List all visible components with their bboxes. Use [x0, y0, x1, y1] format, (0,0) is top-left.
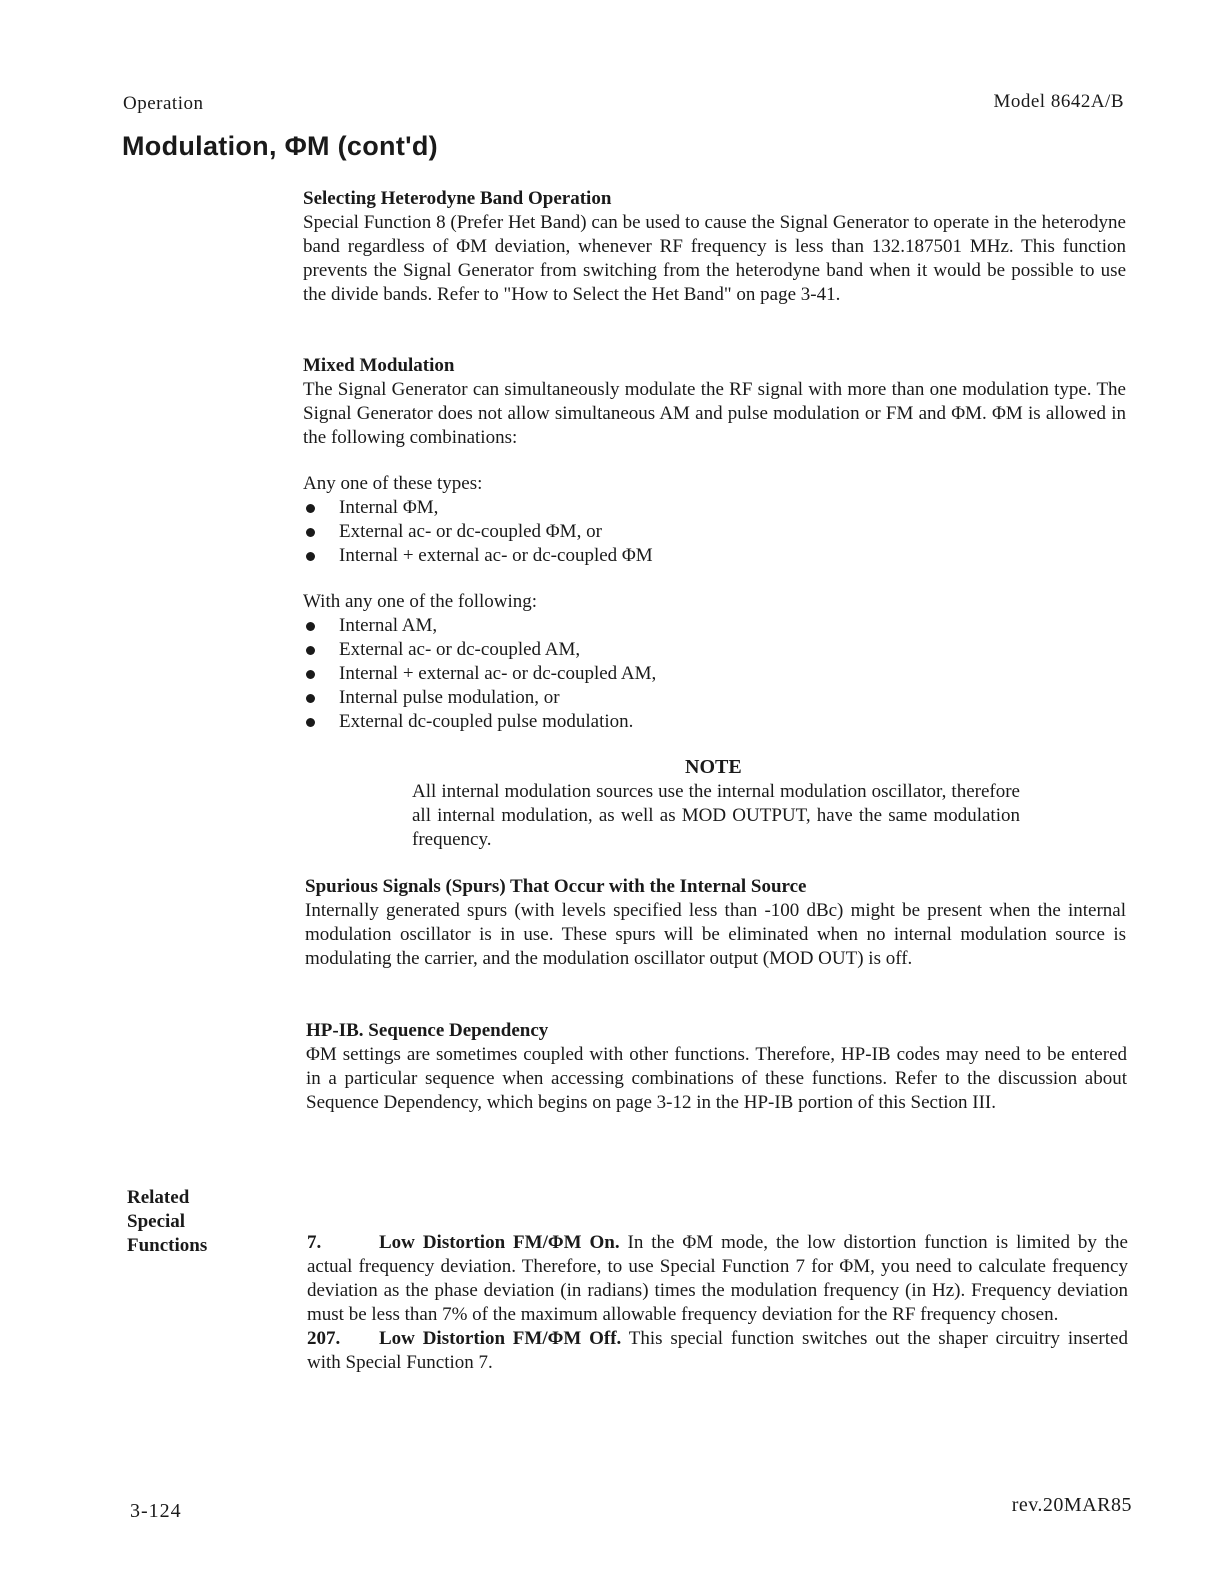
list-item-text: Internal pulse modulation, or — [339, 687, 560, 708]
function-description: In the ΦM mode, the low distortion function is limited by the actual frequency deviation. Therefore, to use Special Function 7 for ΦM, you need to calculate frequency deviation as the phase deviation (in radians) times the modulation frequency (in Hz). Frequency deviation must be less than 7% of the maximum allowable frequency deviation for the RF frequency chosen. — [307, 1232, 1128, 1325]
list-item — [303, 662, 1126, 686]
running-header-section: Operation — [123, 93, 204, 114]
section-body: Internally generated spurs (with levels specified less than -100 dBc) might be present when the internal modulation oscillator is in use. These spurs will be eliminated when no internal modulation source is modulating the carrier, and the modulation oscillator output (MOD OUT) is off. — [305, 900, 1126, 969]
section-body: ΦM settings are sometimes coupled with other functions. Therefore, HP-IB codes may need to be entered in a particular sequence when accessing combinations of these functions. Refer to the discussion about Sequence Dependency, which begins on page 3-12 in the HP-IB portion of this Section III. — [306, 1044, 1127, 1113]
section-mixed-modulation — [303, 354, 1126, 450]
related-functions-list — [307, 1231, 1128, 1375]
any-one-list-block — [303, 472, 1126, 568]
bullet-icon — [306, 646, 315, 655]
bullet-icon — [306, 552, 315, 561]
page-number: 3-124 — [130, 1500, 182, 1522]
label-line: Special — [127, 1211, 186, 1232]
list-item-text: External dc-coupled pulse modulation. — [339, 711, 634, 732]
list-item-text: Internal ΦM, — [339, 497, 439, 518]
bullet-icon — [306, 504, 315, 513]
list-item — [303, 520, 1126, 544]
list-item — [303, 496, 1126, 520]
list-item — [303, 638, 1126, 662]
running-header-model: Model 8642A/B — [993, 91, 1124, 112]
function-number: 7. — [307, 1232, 322, 1253]
list-item-text: Internal + external ac- or dc-coupled AM, — [339, 663, 657, 684]
note-body: All internal modulation sources use the internal modulation oscillator, therefore all internal modulation, as well as MOD OUTPUT, have the same modulation frequency. — [412, 781, 1020, 850]
bullet-list — [303, 614, 1126, 734]
function-number: 207. — [307, 1328, 341, 1349]
section-heading: Mixed Modulation — [303, 355, 455, 376]
bullet-list — [303, 496, 1126, 568]
bullet-icon — [306, 718, 315, 727]
section-body: Special Function 8 (Prefer Het Band) can be used to cause the Signal Generator to operate in the heterodyne band regardless of ΦM deviation, whenever RF frequency is less than 132.187501 MHz. This function prevents the Signal Generator from switching from the heterodyne band when it would be possible to use the divide bands. Refer to "How to Select the Het Band" on page 3-41. — [303, 212, 1126, 305]
special-function-item — [307, 1231, 1128, 1327]
label-line: Related — [127, 1187, 190, 1208]
list-item — [303, 544, 1126, 568]
bullet-icon — [306, 622, 315, 631]
list-item-text: Internal AM, — [339, 615, 438, 636]
list-item — [303, 710, 1126, 734]
list-item-text: Internal + external ac- or dc-coupled ΦM — [339, 545, 653, 566]
bullet-icon — [306, 694, 315, 703]
with-any-list-block — [303, 590, 1126, 734]
list-item-text: External ac- or dc-coupled AM, — [339, 639, 581, 660]
section-spurs — [305, 875, 1126, 971]
section-heading: HP-IB. Sequence Dependency — [306, 1020, 549, 1041]
bullet-icon — [306, 670, 315, 679]
revision-date: rev.20MAR85 — [1011, 1494, 1132, 1516]
list-intro: Any one of these types: — [303, 473, 483, 494]
label-line: Functions — [127, 1235, 208, 1256]
list-item-text: External ac- or dc-coupled ΦM, or — [339, 521, 602, 542]
list-intro: With any one of the following: — [303, 591, 538, 612]
section-heading: Selecting Heterodyne Band Operation — [303, 188, 612, 209]
section-het-band — [303, 187, 1126, 307]
function-title: Low Distortion FM/ΦM Off. — [379, 1328, 622, 1349]
related-special-functions-label — [127, 1186, 247, 1258]
section-hpib — [306, 1019, 1127, 1115]
list-item — [303, 686, 1126, 710]
function-title: Low Distortion FM/ΦM On. — [379, 1232, 620, 1253]
section-body: The Signal Generator can simultaneously modulate the RF signal with more than one modulation type. The Signal Generator does not allow simultaneous AM and pulse modulation or FM and ΦM. ΦM is allowed in the following combinations: — [303, 379, 1126, 448]
bullet-icon — [306, 528, 315, 537]
section-heading: Spurious Signals (Spurs) That Occur with the Internal Source — [305, 876, 807, 897]
function-description: This special function switches out the shaper circuitry inserted with Special Function 7. — [307, 1328, 1128, 1373]
page-title: Modulation, ΦM (cont'd) — [122, 131, 438, 161]
note-title: NOTE — [685, 756, 742, 778]
list-item — [303, 614, 1126, 638]
special-function-item — [307, 1327, 1128, 1375]
